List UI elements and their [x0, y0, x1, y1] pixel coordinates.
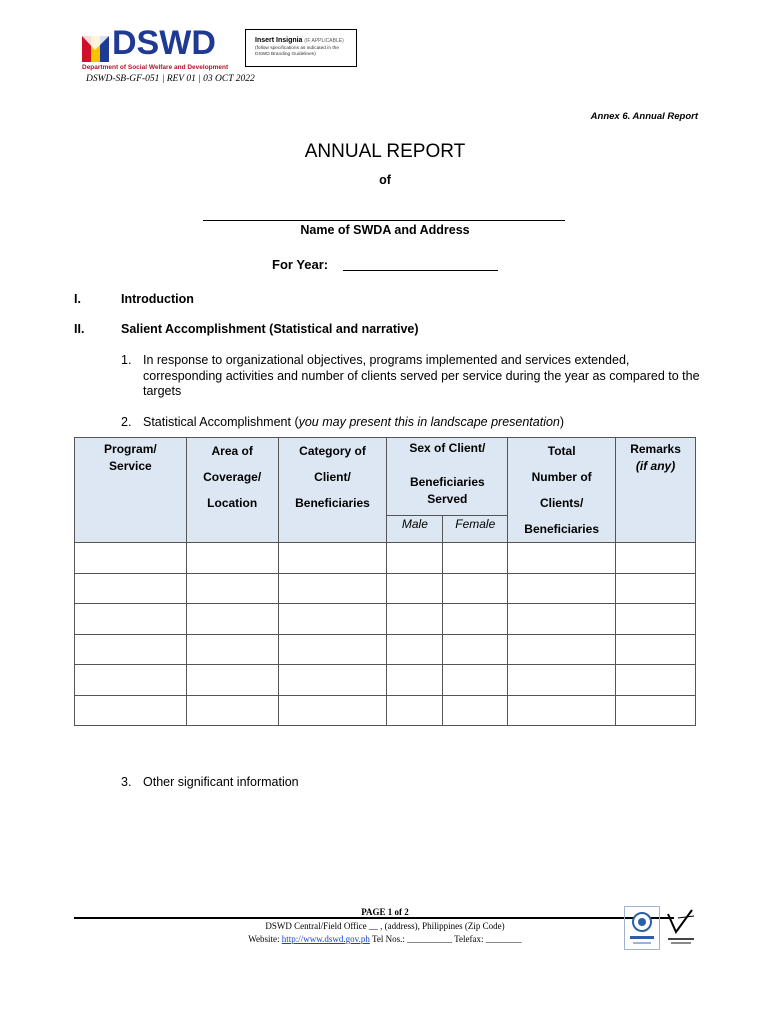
table-row	[75, 695, 696, 726]
footer-contact: Website: http://www.dswd.gov.ph Tel Nos.: __________ Telefax: ________	[248, 934, 522, 944]
table-row	[75, 604, 696, 635]
iso-certification-badge	[624, 906, 660, 950]
table-cell[interactable]	[186, 634, 278, 665]
certification-seal-icon	[625, 907, 659, 949]
table-cell[interactable]	[616, 604, 696, 635]
table-cell[interactable]	[278, 695, 387, 726]
header-male: Male	[387, 516, 443, 543]
table-cell[interactable]	[508, 604, 616, 635]
header-female: Female	[443, 516, 508, 543]
header-sex-of-client: Sex of Client/ Beneficiaries Served	[387, 438, 508, 516]
item-number: 3.	[121, 775, 132, 789]
table-cell[interactable]	[443, 695, 508, 726]
table-cell[interactable]	[387, 543, 443, 574]
accreditation-mark-icon	[662, 906, 700, 948]
table-cell[interactable]	[75, 634, 187, 665]
logo-wordmark: DSWD	[112, 24, 216, 62]
table-cell[interactable]	[616, 665, 696, 696]
table-row	[75, 573, 696, 604]
table-cell[interactable]	[75, 573, 187, 604]
logo-subtitle: Department of Social Welfare and Development	[82, 64, 229, 71]
item-other-information: Other significant information	[143, 775, 299, 789]
table-row	[75, 543, 696, 574]
table-cell[interactable]	[616, 634, 696, 665]
name-blank-line[interactable]	[203, 220, 565, 221]
table-cell[interactable]	[443, 543, 508, 574]
of-label: of	[379, 173, 391, 187]
year-blank-line[interactable]	[343, 270, 498, 271]
table-cell[interactable]	[616, 695, 696, 726]
table-cell[interactable]	[508, 665, 616, 696]
statistical-accomplishment-table	[74, 437, 696, 726]
table-cell[interactable]	[186, 695, 278, 726]
table-cell[interactable]	[387, 573, 443, 604]
header-remarks: Remarks (if any)	[616, 438, 696, 543]
table-cell[interactable]	[75, 665, 187, 696]
section-number: II.	[74, 322, 85, 336]
table-cell[interactable]	[186, 604, 278, 635]
header-total-number: Total Number of Clients/ Beneficiaries	[508, 438, 616, 543]
header-program-service: Program/ Service	[75, 438, 187, 543]
table-cell[interactable]	[616, 543, 696, 574]
name-of-swda-label: Name of SWDA and Address	[300, 223, 470, 237]
dswd-emblem-icon	[80, 32, 114, 66]
section-salient-accomplishment: Salient Accomplishment (Statistical and narrative)	[121, 322, 419, 336]
table-row	[75, 634, 696, 665]
section-introduction: Introduction	[121, 292, 194, 306]
section-number: I.	[74, 292, 81, 306]
table-cell[interactable]	[387, 665, 443, 696]
item-number: 2.	[121, 415, 132, 429]
table-cell[interactable]	[508, 634, 616, 665]
footer-address: DSWD Central/Field Office __ , (address), Philippines (Zip Code)	[265, 921, 505, 931]
table-cell[interactable]	[278, 573, 387, 604]
table-cell[interactable]	[278, 543, 387, 574]
table-cell[interactable]	[443, 665, 508, 696]
insignia-title: Insert Insignia (IF APPLICABLE)	[255, 37, 344, 44]
accreditation-badge	[662, 906, 700, 948]
table-cell[interactable]	[508, 695, 616, 726]
document-code: DSWD-SB-GF-051 | REV 01 | 03 OCT 2022	[86, 74, 255, 84]
page-number: PAGE 1 of 2	[361, 907, 409, 917]
table-cell[interactable]	[75, 543, 187, 574]
item-statistical-accomplishment: Statistical Accomplishment (you may present this in landscape presentation)	[143, 415, 565, 429]
table-cell[interactable]	[443, 604, 508, 635]
table-cell[interactable]	[278, 604, 387, 635]
table-cell[interactable]	[75, 604, 187, 635]
table-cell[interactable]	[387, 604, 443, 635]
header-area-of-coverage: Area of Coverage/ Location	[186, 438, 278, 543]
page-title: ANNUAL REPORT	[304, 141, 466, 162]
table-cell[interactable]	[443, 634, 508, 665]
for-year-label: For Year:	[272, 257, 329, 272]
table-cell[interactable]	[278, 634, 387, 665]
table-cell[interactable]	[186, 665, 278, 696]
website-link[interactable]: http://www.dswd.gov.ph	[281, 934, 370, 944]
table-cell[interactable]	[387, 634, 443, 665]
item-number: 1.	[121, 353, 132, 367]
table-cell[interactable]	[186, 543, 278, 574]
item-organizational-objectives: In response to organizational objectives, programs implemented and services extended, corresponding activities and number of clients served per service during the year as compared to the targets	[143, 353, 700, 398]
table-cell[interactable]	[278, 665, 387, 696]
table-cell[interactable]	[443, 573, 508, 604]
table-cell[interactable]	[616, 573, 696, 604]
table-cell[interactable]	[387, 695, 443, 726]
table-cell[interactable]	[75, 695, 187, 726]
table-cell[interactable]	[508, 543, 616, 574]
annex-label: Annex 6. Annual Report	[590, 111, 698, 122]
table-cell[interactable]	[508, 573, 616, 604]
footer-divider	[74, 917, 674, 919]
table-row	[75, 665, 696, 696]
header-category-of-client: Category of Client/ Beneficiaries	[278, 438, 387, 543]
table-cell[interactable]	[186, 573, 278, 604]
insignia-note: (follow specifications as indicated in the DSWD Branding Guidelines)	[255, 46, 339, 57]
